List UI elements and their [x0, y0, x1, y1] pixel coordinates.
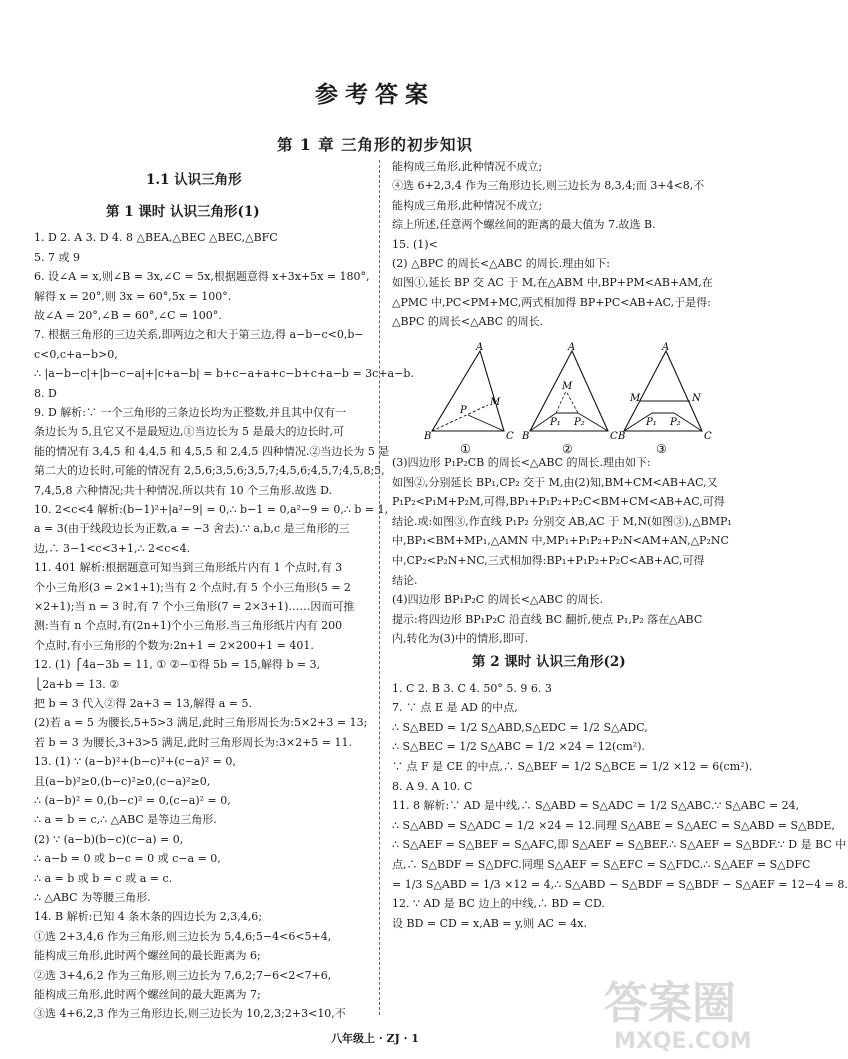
answer-line: 8. D	[34, 386, 57, 400]
answer-line: 能的情况有 3,4,5 和 4,4,5 和 4,5,5 和 2,4,5 四种情况.②当边长为 5 是	[34, 444, 390, 458]
answer-line: 中,CP₂<P₂N+NC,三式相加得:BP₁+P₁P₂+P₂C<AB+AC,可得	[392, 554, 705, 567]
answer-line: 能构成三角形,此种情况不成立;	[392, 198, 543, 212]
figure-3	[617, 342, 712, 456]
answer-line: (2) ∵ (a−b)(b−c)(c−a) = 0,	[34, 832, 184, 846]
answer-line: 15. (1)<	[392, 237, 438, 251]
figure-1	[423, 342, 514, 456]
answer-line: 提示:将四边形 BP₁P₂C 沿直线 BC 翻折,使点 P₁,P₂ 落在△ABC	[392, 612, 703, 626]
svg-text:答案圈: 答案圈	[604, 978, 736, 1029]
answer-line: 能构成三角形,此种情况不成立;	[392, 160, 543, 173]
answer-line: 测:当有 n 个点时,有(2n+1)个小三角形.当三角形纸片内有 200	[34, 619, 343, 633]
svg-text:B: B	[618, 431, 626, 442]
answer-line: 7. 根据三角形的三边关系,即两边之和大于第三边,得 a−b−c<0,b−	[34, 328, 364, 342]
answer-line: 内,转化为(3)中的情形,即可.	[392, 632, 529, 646]
figure-label-2: ②	[562, 442, 573, 456]
answer-line: 7. ∵ 点 E 是 AD 的中点,	[392, 701, 518, 715]
answer-line: ∴ a−b = 0 或 b−c = 0 或 c−a = 0,	[34, 852, 221, 866]
svg-text:C: C	[506, 431, 514, 442]
answer-line: 结论.或:如图③,作直线 P₁P₂ 分别交 AB,AC 于 M,N(如图③),△BMP₁	[392, 514, 732, 528]
answer-line: 综上所述,任意两个螺丝间的距离的最大值为 7.故选 B.	[392, 218, 656, 232]
answer-line: a = 3(由于线段边长为正数,a = −3 舍去).∵ a,b,c 是三角形的三	[34, 522, 350, 536]
answer-line: 7,4,5,8 六种情况;共十种情况.所以共有 10 个三角形.故选 D.	[34, 483, 333, 497]
svg-text:P: P	[460, 405, 467, 416]
answer-line: 8. A 9. A 10. C	[392, 779, 473, 793]
answer-line: 若 b = 3 为腰长,3+3>5 满足,此时三角形周长为:3×2+5 = 11.	[34, 735, 352, 749]
column-divider	[379, 160, 380, 1015]
answer-line: 故∠A = 20°,∠B = 60°,∠C = 100°.	[34, 309, 222, 322]
answer-line: ∴ (a−b)² = 0,(b−c)² = 0,(c−a)² = 0,	[34, 794, 231, 807]
svg-text:N: N	[692, 393, 701, 404]
svg-text:C: C	[704, 431, 712, 442]
answer-line: ②选 3+4,6,2 作为三角形,则三边长为 7,6,2;7−6<2<7+6,	[34, 968, 332, 982]
svg-text:P₂: P₂	[574, 417, 585, 428]
answer-line: (2)若 a = 5 为腰长,5+5>3 满足,此时三角形周长为:5×2+3 = 13;	[34, 716, 368, 730]
page-title: 参考答案	[315, 81, 435, 108]
svg-text:P₁: P₁	[550, 417, 561, 428]
point-a-1: A	[476, 342, 484, 353]
answer-line: 第二大的边长时,可能的情况有 2,5,6;3,5,6;3,5,7;4,5,6;4,5,7;4,5,8;5,	[34, 464, 385, 478]
answer-line: (2) △BPC 的周长<△ABC 的周长.理由如下:	[392, 257, 610, 270]
answer-line: ④选 6+2,3,4 作为三角形边长,则三边长为 8,3,4;而 3+4<8,不	[392, 179, 705, 193]
answer-line: 边,∴ 3−1<c<3+1,∴ 2<c<4.	[34, 541, 191, 555]
figure-label-1: ①	[460, 442, 471, 456]
answer-line: 6. 设∠A = x,则∠B = 3x,∠C = 5x,根据题意得 x+3x+5x = 180°,	[34, 270, 370, 284]
answer-line: 12. ∵ AD 是 BC 边上的中线,∴ BD = CD.	[392, 897, 605, 911]
answer-line: 9. D 解析:∵ 一个三角形的三条边长均为正整数,并且其中仅有一	[34, 406, 347, 419]
answer-line: △BPC 的周长<△ABC 的周长.	[392, 315, 544, 329]
page-footer: 八年级上 · ZJ · 1	[331, 1032, 419, 1045]
svg-text:P₂: P₂	[670, 417, 681, 428]
figure-2	[521, 342, 618, 456]
answer-line: 10. 2<c<4 解析:(b−1)²+|a²−9| = 0,∴ b−1 = 0,a²−9 = 0,∴ b = 1,	[34, 503, 389, 516]
answer-line: 1. C 2. B 3. C 4. 50° 5. 9 6. 3	[392, 681, 552, 695]
svg-text:B: B	[424, 431, 432, 442]
answer-line: 把 b = 3 代入②得 2a+3 = 13,解得 a = 5.	[34, 697, 252, 710]
answer-line: 如图②,分别延长 BP₁,CP₂ 交于 M,由(2)知,BM+CM<AB+AC,又	[392, 475, 718, 489]
answer-line: ③选 4+6,2,3 作为三角形边长,则三边长为 10,2,3;2+3<10,不	[34, 1007, 346, 1021]
answer-line: 点,∴ S△BDF = S△DFC.同理 S△AEF = S△EFC = S△FDC.∴ S△AEF = S△DFC	[392, 858, 811, 871]
answer-line: (3)四边形 P₁P₂CB 的周长<△ABC 的周长.理由如下:	[392, 456, 651, 469]
answer-line: 且(a−b)²≥0,(b−c)²≥0,(c−a)²≥0,	[34, 774, 211, 788]
answer-line: ∴ S△ABD = S△ADC = 1/2 ×24 = 12.同理 S△ABE = S△AEC = S△ABD = S△BDE,	[392, 818, 835, 832]
section-heading: 1.1 认识三角形	[146, 172, 242, 188]
answer-line: 12. (1) ⎧4a−3b = 11, ① ②−①得 5b = 15,解得 b = 3,	[34, 658, 321, 672]
answer-line: 个点时,有小三角形的个数为:2n+1 = 2×200+1 = 401.	[34, 638, 314, 652]
svg-text:P₁: P₁	[646, 417, 657, 428]
svg-text:A: A	[568, 342, 576, 353]
figure-label-3: ③	[656, 442, 667, 456]
answer-line: △PMC 中,PC<PM+MC,两式相加得 BP+PC<AB+AC,于是得:	[392, 295, 711, 309]
answer-line: ∵ 点 F 是 CE 的中点,∴ S△BEF = 1/2 S△BCE = 1/2 ×12 = 6(cm²).	[392, 760, 753, 773]
answer-line: c<0,c+a−b>0,	[34, 347, 118, 361]
triangle-figures	[422, 342, 712, 456]
answer-line: 条边长为 5,且它又不是最短边,①当边长为 5 是最大的边长时,可	[34, 425, 344, 439]
answer-line: = 1/3 S△ABD = 1/3 ×12 = 4,∴ S△ABD − S△BDF = S△BDF − S△AEF = 12−4 = 8.	[392, 877, 848, 891]
svg-text:C: C	[610, 431, 618, 442]
answer-line: 设 BD = CD = x,AB = y,则 AC = 4x.	[392, 916, 588, 930]
answer-line: 5. 7 或 9	[34, 250, 80, 264]
answer-line: P₁P₂<P₁M+P₂M,可得,BP₁+P₁P₂+P₂C<BM+CM<AB+AC,可得	[392, 495, 725, 509]
answer-line: 13. (1) ∵ (a−b)²+(b−c)²+(c−a)² = 0,	[34, 755, 236, 769]
answer-line: ∴ S△BEC = 1/2 S△ABC = 1/2 ×24 = 12(cm²).	[392, 740, 645, 754]
chapter-heading: 第 1 章 三角形的初步知识	[277, 135, 473, 154]
answer-line: 11. 401 解析:根据题意可知当到三角形纸片内有 1 个点时,有 3	[34, 561, 343, 575]
lesson-heading: 第 1 课时 认识三角形(1)	[106, 204, 260, 220]
answer-line: 结论.	[392, 573, 418, 587]
answer-line: 11. 8 解析:∵ AD 是中线,∴ S△ABD = S△ADC = 1/2 S△ABC.∵ S△ABC = 24,	[392, 799, 800, 813]
answer-line: (4)四边形 BP₁P₂C 的周长<△ABC 的周长.	[392, 593, 604, 607]
answer-line: ∴ a = b = c,∴ △ABC 是等边三角形.	[34, 813, 217, 827]
answer-line: ∴ △ABC 为等腰三角形.	[34, 891, 151, 904]
svg-text:M: M	[630, 393, 641, 404]
lesson-heading: 第 2 课时 认识三角形(2)	[472, 654, 626, 670]
answer-line: ∴ a = b 或 b = c 或 a = c.	[34, 871, 173, 885]
answer-line: 如图①,延长 BP 交 AC 于 M,在△ABM 中,BP+PM<AB+AM,在	[392, 276, 713, 290]
answer-line: ∴ |a−b−c|+|b−c−a|+|c+a−b| = b+c−a+a+c−b+c+a−b = 3c+a−b.	[34, 367, 414, 381]
answer-line: 能构成三角形,此时两个螺丝间的最长距离为 6;	[34, 949, 261, 963]
answer-line: ①选 2+3,4,6 作为三角形,则三边长为 5,4,6;5−4<6<5+4,	[34, 929, 332, 943]
answer-line: 14. B 解析:已知 4 条木条的四边长为 2,3,4,6;	[34, 910, 262, 924]
answer-line: ∴ S△AEF = S△BEF = S△AFC,即 S△AEF = S△BEF.∴ S△AEF = S△BDF.∵ D 是 BC 中	[392, 838, 847, 852]
answer-line: ∴ S△BED = 1/2 S△ABD,S△EDC = 1/2 S△ADC,	[392, 720, 648, 734]
svg-text:A: A	[662, 342, 670, 353]
answer-line: ⎩2a+b = 13. ②	[34, 677, 120, 691]
answer-line: 能构成三角形,此时两个螺丝间的最大距离为 7;	[34, 988, 261, 1001]
answer-line: 1. D 2. A 3. D 4. 8 △BEA,△BEC △BEC,△BFC	[34, 231, 278, 245]
answer-line: 解得 x = 20°,则 3x = 60°,5x = 100°.	[34, 289, 232, 303]
svg-text:B: B	[522, 431, 530, 442]
answer-line: ×2+1);当 n = 3 时,有 7 个小三角形(7 = 2×3+1)……因而可推	[34, 600, 355, 613]
svg-text:M: M	[562, 381, 573, 392]
answer-line: 个小三角形(3 = 2×1+1);当有 2 个点时,有 5 个小三角形(5 = 2	[34, 580, 351, 594]
svg-text:M: M	[490, 397, 501, 408]
svg-text:MXQE.COM: MXQE.COM	[614, 1029, 752, 1054]
answer-line: 中,BP₁<BM+MP₁,△AMN 中,MP₁+P₁P₂+P₂N<AM+AN,△P₂NC	[392, 534, 729, 548]
